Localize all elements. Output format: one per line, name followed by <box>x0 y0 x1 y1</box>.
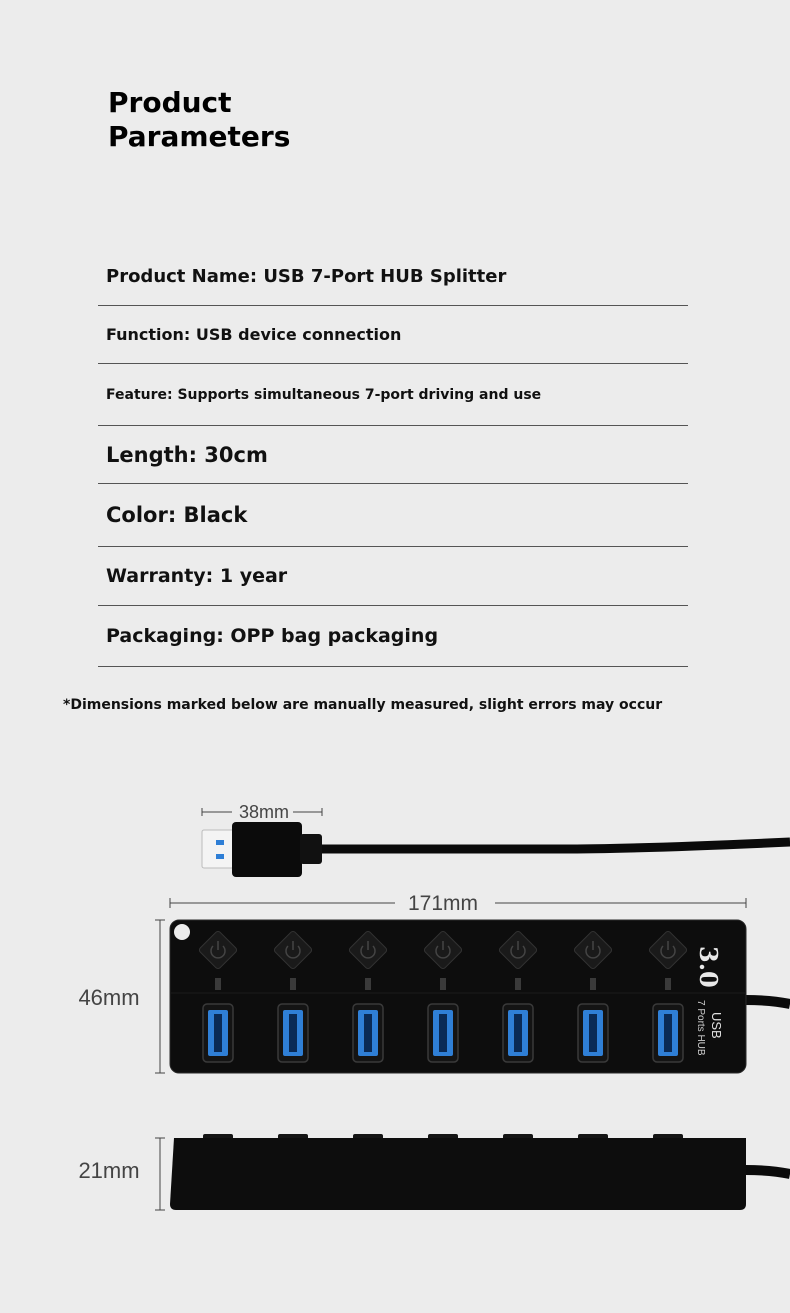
hub-width-label: 46mm <box>78 985 140 1010</box>
spec-label: Packaging: OPP bag packaging <box>106 625 439 647</box>
port-led <box>590 978 596 990</box>
port-led <box>665 978 671 990</box>
usb-port <box>428 1004 458 1062</box>
port-led <box>290 978 296 990</box>
spec-label: Warranty: 1 year <box>106 565 288 587</box>
spec-row-product-name <box>98 248 688 306</box>
usb-port <box>278 1004 308 1062</box>
usb-port <box>503 1004 533 1062</box>
dimensions-note: *Dimensions marked below are manually measured, slight errors may occur <box>63 697 663 713</box>
hub-length-dimension <box>170 892 746 915</box>
spec-row-packaging <box>98 606 688 667</box>
hub-top-view <box>170 920 790 1073</box>
hub-height-label: 21mm <box>78 1158 140 1183</box>
spec-label: Length: 30cm <box>106 442 268 467</box>
spec-label: Function: USB device connection <box>106 325 402 344</box>
page-title-line-2: Parameters <box>108 120 291 153</box>
port-led <box>215 978 221 990</box>
page-title-line-1: Product <box>108 86 232 119</box>
spec-row-color <box>98 484 688 547</box>
ports-hub-label: 7 Ports HUB <box>695 1000 706 1056</box>
port-led <box>440 978 446 990</box>
hub-side-view <box>170 1134 790 1210</box>
spec-row-warranty <box>98 547 688 606</box>
usb-plug-icon <box>202 822 790 877</box>
hub-length-label: 171mm <box>407 892 479 915</box>
plug-width-dimension <box>202 802 322 822</box>
hub-width-dimension <box>78 920 165 1073</box>
product-dimension-diagram <box>0 760 790 1313</box>
plug-width-label: 38mm <box>238 802 290 822</box>
spec-label: Color: Black <box>106 503 248 527</box>
port-led <box>515 978 521 990</box>
usb-port <box>653 1004 683 1062</box>
spec-row-length <box>98 426 688 484</box>
usb-port <box>203 1004 233 1062</box>
port-led <box>365 978 371 990</box>
usb-label: USB <box>709 1012 724 1039</box>
usb-version-label: 3.0 <box>694 946 723 988</box>
spec-label: Product Name: USB 7-Port HUB Splitter <box>106 266 507 287</box>
usb-port <box>353 1004 383 1062</box>
spec-list <box>98 248 688 667</box>
spec-row-function <box>98 306 688 364</box>
spec-row-feature <box>98 364 688 426</box>
usb-port <box>578 1004 608 1062</box>
page-title <box>108 86 290 154</box>
hub-height-dimension <box>78 1138 165 1210</box>
spec-label: Feature: Supports simultaneous 7-port driving and use <box>106 386 542 403</box>
